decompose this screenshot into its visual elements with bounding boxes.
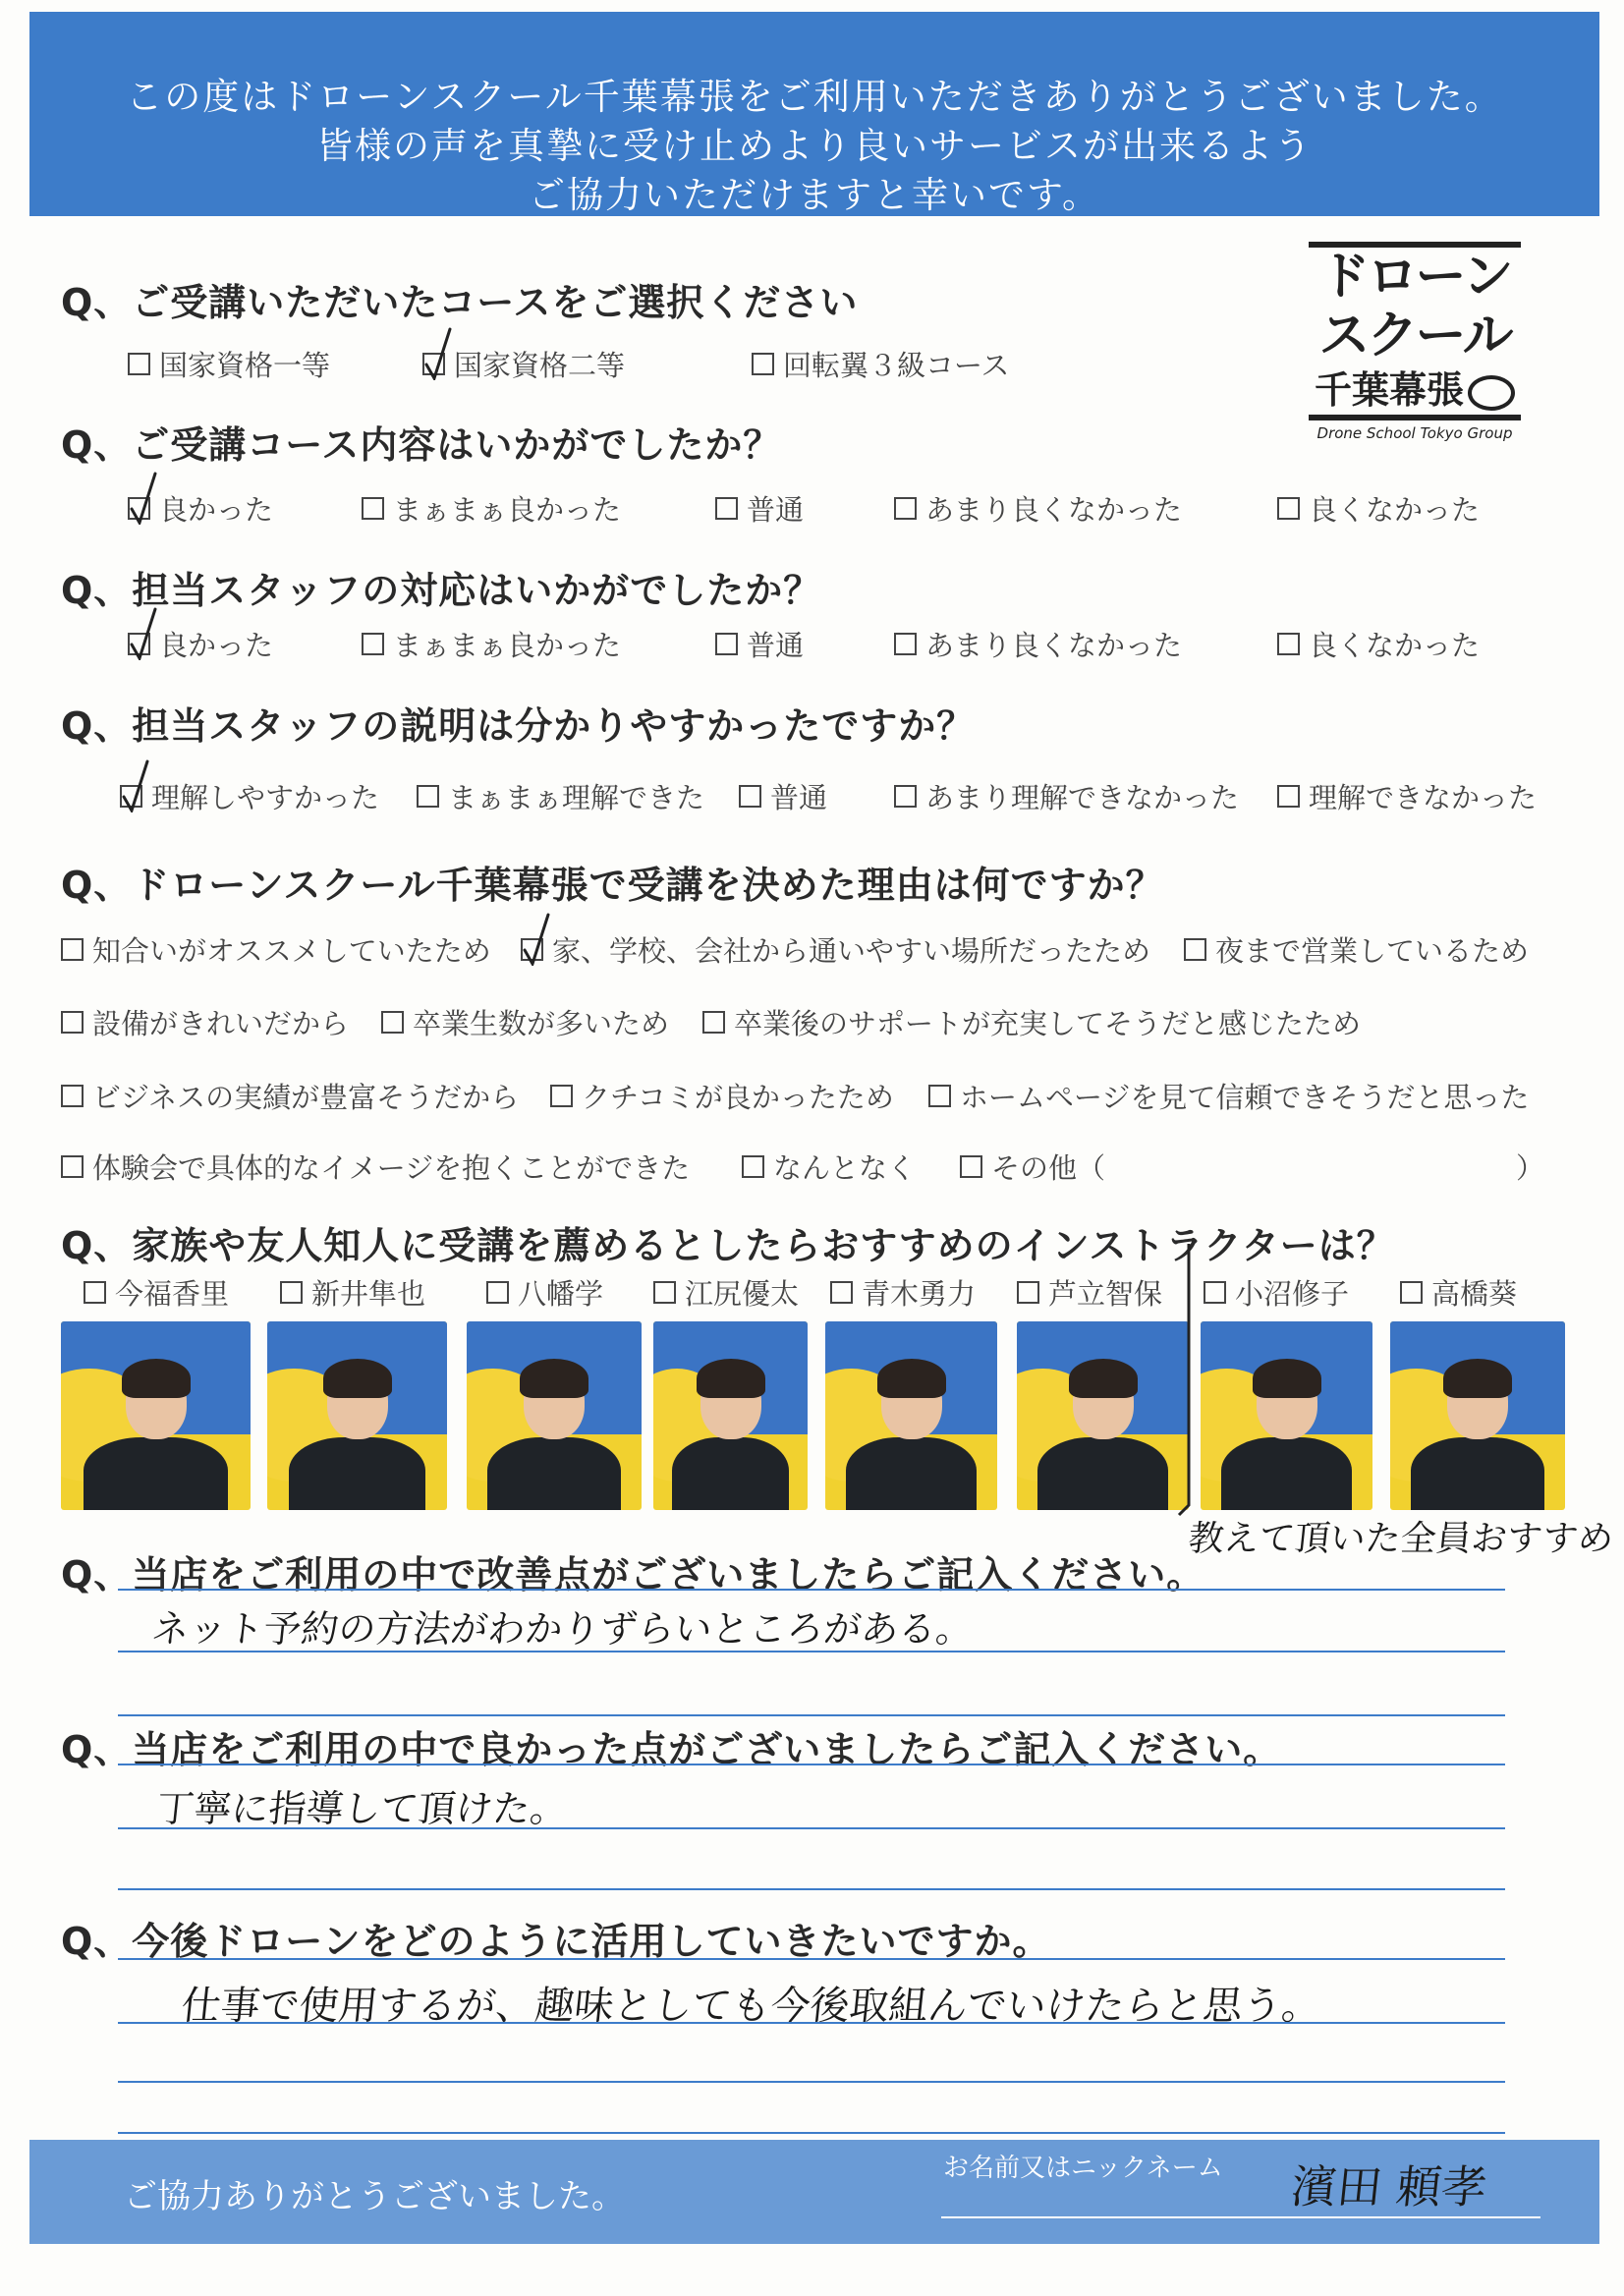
instructor-name: 新井隼也 [311,1277,426,1311]
option-label: 普通 [770,781,828,814]
checkbox[interactable] [84,1281,106,1304]
question-good-points: Q、当店をご利用の中で良かった点がございましたらご記入ください。 [61,1728,1282,1771]
q2-option[interactable] [362,488,621,529]
name-value: 濱田 頼孝 [1288,2160,1490,2213]
option-label: 卒業後のサポートが充実してそうだと感じたため [734,1007,1362,1040]
checkbox[interactable] [960,1155,982,1178]
answer-line [118,2022,1505,2024]
question-staff-response: Q、担当スタッフの対応はいかがでしたか？ [61,569,822,612]
option-label: 良くなかった [1309,493,1481,527]
option-label: まぁまぁ良かった [393,629,622,662]
question-improvement: Q、当店をご利用の中で改善点がございましたらご記入ください。 [61,1553,1205,1596]
option-label: 体験会で具体的なイメージを抱くことができた [92,1151,691,1185]
question-instructor: Q、家族や友人知人に受講を薦めるとしたらおすすめのインストラクターは？ [61,1224,1395,1267]
q1-option[interactable] [752,344,1010,384]
logo-line-1: ドローン [1318,248,1511,307]
logo-city: 千葉幕張 [1314,368,1464,412]
checkbox[interactable] [1017,1281,1039,1304]
q1-option[interactable] [422,344,625,384]
option-label: 良かった [159,493,274,527]
check-mark-icon [120,757,153,812]
checkbox[interactable] [1204,1281,1226,1304]
q3-option[interactable] [128,624,273,664]
checkbox[interactable] [715,633,738,655]
instructor-photo [1017,1321,1189,1510]
instructor-option[interactable] [830,1272,976,1313]
instructor-option[interactable] [1204,1272,1349,1313]
instructor-name: 青木勇力 [862,1277,977,1311]
q5-option[interactable] [61,1147,690,1187]
header-banner [29,12,1599,216]
answer-future-use: 仕事で使用するが、趣味としても今後取組んでいけたらと思う。 [179,1984,1324,2029]
option-label: 国家資格一等 [159,349,331,382]
checkbox[interactable] [61,1011,84,1034]
option-label: あまり良くなかった [925,493,1183,527]
school-logo [1305,242,1525,466]
question-future-use: Q、今後ドローンをどのように活用していきたいですか。 [61,1920,1051,1963]
question-reason: Q、ドローンスクール千葉幕張で受講を決めた理由は何ですか？ [61,864,1164,907]
logo-line-3 [1305,365,1525,415]
answer-line [118,1714,1505,1716]
checkbox[interactable] [362,633,384,655]
option-label: 良くなかった [1309,629,1481,662]
q3-option[interactable] [894,624,1182,664]
option-label: ） [1516,1151,1545,1185]
q5-option[interactable] [928,1076,1529,1116]
instructor-option[interactable] [280,1272,425,1313]
option-label: その他（ [991,1151,1106,1185]
instructor-photo [267,1321,447,1510]
name-label: お名前又はニックネーム [943,2154,1223,2183]
instructor-photo [467,1321,642,1510]
checkbox[interactable] [702,1011,725,1034]
instructor-option[interactable] [1400,1272,1517,1313]
option-label: 国家資格二等 [454,349,626,382]
checkbox[interactable] [928,1085,951,1107]
checkbox[interactable] [752,353,774,375]
instructor-name: 八幡学 [518,1277,604,1311]
q4-option[interactable] [894,776,1239,816]
checkbox[interactable] [894,633,917,655]
option-label: ホームページを見て信頼できそうだと思った [960,1081,1530,1114]
answer-improvement: ネット予約の方法がわかりずらいところがある。 [149,1607,976,1651]
checkbox[interactable] [61,938,84,961]
banner-line-3: ご協力いただけますと幸いです。 [528,174,1101,216]
answer-line [118,1764,1505,1765]
checkbox[interactable] [417,785,439,808]
instructor-photo [1390,1321,1565,1510]
instructor-option[interactable] [1017,1272,1162,1313]
option-label: 家、学校、会社から通いやすい場所だったため [552,934,1151,968]
name-line [941,2216,1540,2218]
option-label: まぁまぁ理解できた [448,781,705,814]
answer-line [118,2132,1505,2134]
checkbox[interactable] [1400,1281,1423,1304]
checkbox[interactable] [280,1281,303,1304]
option-label: まぁまぁ良かった [393,493,622,527]
q4-option[interactable] [739,776,827,816]
option-label: 回転翼３級コース [783,349,1010,382]
q1-option[interactable] [128,344,330,384]
option-label: 普通 [747,493,805,527]
q2-option[interactable] [128,488,273,529]
footer-thanks: ご協力ありがとうございました。 [124,2177,625,2216]
answer-line [118,2081,1505,2083]
instructor-photo [1201,1321,1372,1510]
checkbox[interactable] [486,1281,509,1304]
answer-line [118,1888,1505,1890]
checkbox[interactable] [830,1281,853,1304]
checkbox[interactable] [653,1281,676,1304]
checkbox[interactable] [1277,497,1300,520]
option-label: なんとなく [773,1151,917,1185]
option-label: 良かった [159,629,274,662]
checkbox[interactable] [422,353,445,375]
check-mark-icon [521,911,554,966]
q2-option[interactable] [715,488,804,529]
option-label: 卒業生数が多いため [413,1007,670,1040]
checkbox[interactable] [894,785,917,808]
option-label: 理解できなかった [1309,781,1538,814]
q5-option[interactable] [61,1002,349,1042]
option-label: 夜まで営業しているため [1215,934,1530,968]
q2-option[interactable] [894,488,1182,529]
instructor-option[interactable] [486,1272,603,1313]
question-course: Q、ご受講いただいたコースをご選択ください [61,281,859,324]
option-label: 知合いがオススメしていたため [92,934,491,968]
instructor-handwritten-note: 教えて頂いた全員おすすめ [1186,1519,1616,1559]
drone-swirl-icon [1468,375,1515,411]
checkbox[interactable] [894,497,917,520]
checkbox[interactable] [128,353,150,375]
checkbox[interactable] [120,785,142,808]
q5-option[interactable] [1516,1147,1544,1187]
check-mark-icon [128,605,161,660]
checkbox[interactable] [1277,633,1300,655]
instructor-name: 小沼修子 [1235,1277,1350,1311]
q5-option[interactable] [960,1147,1105,1187]
instructor-arrow-line [1171,1240,1206,1525]
logo-line-2: スクール [1318,307,1511,365]
checkbox[interactable] [521,938,543,961]
checkbox[interactable] [362,497,384,520]
option-label: クチコミが良かったため [582,1081,894,1114]
q5-option[interactable] [550,1076,894,1116]
instructor-name: 芦立智保 [1048,1277,1163,1311]
option-label: 普通 [747,629,805,662]
option-label: ビジネスの実績が豊富そうだから [92,1081,520,1114]
answer-line [118,1589,1505,1591]
question-staff-explanation: Q、担当スタッフの説明は分かりやすかったですか？ [61,704,976,748]
q5-option[interactable] [742,1147,916,1187]
instructor-option[interactable] [653,1272,799,1313]
checkbox[interactable] [1277,785,1300,808]
checkbox[interactable] [742,1155,764,1178]
checkbox[interactable] [739,785,761,808]
answer-line [118,1958,1505,1960]
option-label: あまり良くなかった [925,629,1183,662]
answer-good-points: 丁寧に指導して頂けた。 [154,1787,570,1830]
check-mark-icon [128,470,161,525]
instructor-option[interactable] [84,1272,229,1313]
instructor-name: 高橋葵 [1431,1277,1518,1311]
instructor-photo [825,1321,997,1510]
logo-line-4: Drone School Tokyo Group [1316,424,1513,442]
q5-option[interactable] [381,1002,669,1042]
option-label: 理解しやすかった [151,781,380,814]
q5-option[interactable] [61,1076,519,1116]
option-label: 設備がきれいだから [92,1007,350,1040]
question-course-content: Q、ご受講コース内容はいかがでしたか？ [61,423,782,467]
q4-option[interactable] [120,776,379,816]
q2-option[interactable] [1277,488,1480,529]
q5-option[interactable] [1184,929,1529,970]
checkbox[interactable] [715,497,738,520]
q3-option[interactable] [715,624,804,664]
checkbox[interactable] [1184,938,1206,961]
checkbox[interactable] [128,497,150,520]
answer-line [118,1651,1505,1652]
q3-option[interactable] [1277,624,1480,664]
check-mark-icon [422,325,456,380]
checkbox[interactable] [61,1085,84,1107]
checkbox[interactable] [61,1155,84,1178]
checkbox[interactable] [128,633,150,655]
instructor-name: 江尻優太 [685,1277,800,1311]
q4-option[interactable] [1277,776,1537,816]
option-label: あまり理解できなかった [925,781,1240,814]
instructor-photo [653,1321,808,1510]
q4-option[interactable] [417,776,704,816]
instructor-name: 今福香里 [115,1277,230,1311]
q5-option[interactable] [702,1002,1361,1042]
q3-option[interactable] [362,624,621,664]
checkbox[interactable] [381,1011,404,1034]
answer-line [118,1827,1505,1829]
instructor-photo [61,1321,251,1510]
q5-option[interactable] [521,929,1150,970]
banner-line-1: この度はドローンスクール千葉幕張をご利用いただきありがとうございました。 [126,76,1503,118]
q5-option[interactable] [61,929,491,970]
banner-line-2: 皆様の声を真摯に受け止めより良いサービスが出来るよう [316,125,1313,167]
checkbox[interactable] [550,1085,573,1107]
